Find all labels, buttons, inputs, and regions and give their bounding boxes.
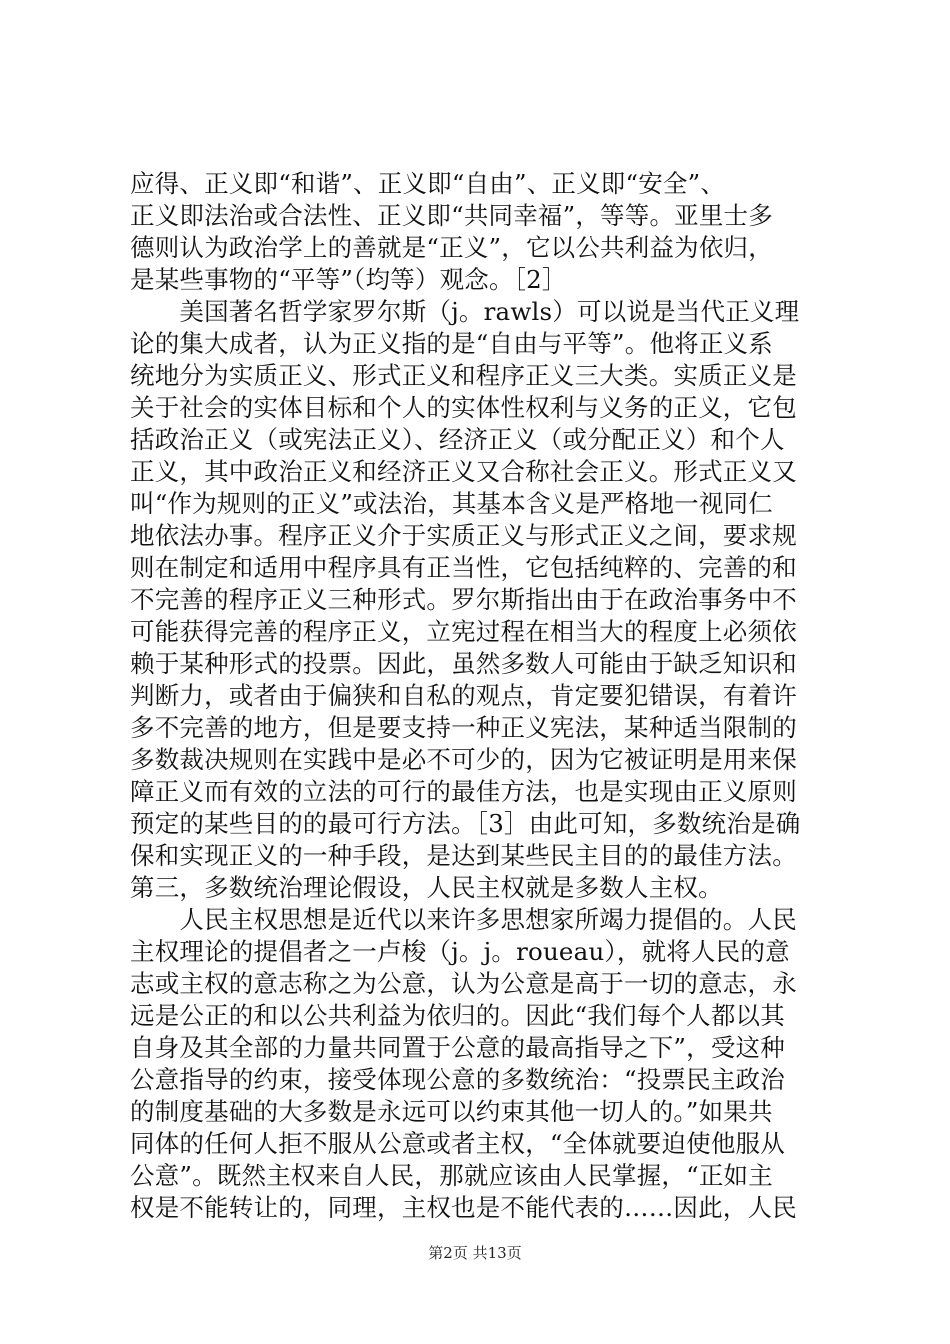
- text-line: 自身及其全部的力量共同置于公意的最高指导之下”，受这种: [130, 1033, 785, 1062]
- text-line: 多不完善的地方，但是要支持一种正义宪法，某种适当限制的: [130, 713, 797, 742]
- text-line: 障正义而有效的立法的可行的最佳方法，也是实现由正义原则: [130, 777, 797, 806]
- text-line: 则在制定和适用中程序具有正当性，它包括纯粹的、完善的和: [130, 553, 797, 582]
- page-footer: [0, 1243, 950, 1263]
- text-line: 地依法办事。程序正义介于实质正义与形式正义之间，要求规: [130, 521, 797, 550]
- text-line: 正义，其中政治正义和经济正义又合称社会正义。形式正义又: [130, 457, 797, 486]
- text-line: 括政治正义（或宪法正义）、经济正义（或分配正义）和个人: [130, 425, 785, 454]
- text-line: 人民主权思想是近代以来许多思想家所竭力提倡的。人民: [130, 905, 797, 934]
- text-line: 赖于某种形式的投票。因此，虽然多数人可能由于缺乏知识和: [130, 649, 797, 678]
- text-line: 正义即法治或合法性、正义即“共同幸福”，等等。亚里士多: [130, 201, 773, 230]
- text-line: 公意指导的约束，接受体现公意的多数统治：“投票民主政治: [130, 1065, 785, 1094]
- page-number-label: 第2页 共13页: [428, 1244, 522, 1262]
- text-line: 统地分为实质正义、形式正义和程序正义三大类。实质正义是: [130, 361, 797, 390]
- text-line: 同体的任何人拒不服从公意或者主权，“全体就要迫使他服从: [130, 1129, 785, 1158]
- text-line: 关于社会的实体目标和个人的实体性权利与义务的正义，它包: [130, 393, 797, 422]
- text-line: 第三，多数统治理论假设，人民主权就是多数人主权。: [130, 873, 723, 902]
- text-line: 预定的某些目的的最可行方法。［3］由此可知，多数统治是确: [130, 809, 801, 838]
- text-line: 判断力，或者由于偏狭和自私的观点，肯定要犯错误，有着许: [130, 681, 797, 710]
- text-line: 是某些事物的“平等”（均等）观念。［2］: [130, 265, 567, 294]
- text-line: 志或主权的意志称之为公意，认为公意是高于一切的意志，永: [130, 969, 797, 998]
- text-line: 公意”。既然主权来自人民，那就应该由人民掌握，“正如主: [130, 1161, 773, 1190]
- text-line: 的制度基础的大多数是永远可以约束其他一切人的。”如果共: [130, 1097, 773, 1126]
- text-line: 主权理论的提倡者之一卢梭（j。j。roueau），就将人民的意: [130, 937, 790, 966]
- text-line: 论的集大成者，认为正义指的是“自由与平等”。他将正义系: [130, 329, 773, 358]
- text-line: 远是公正的和以公共利益为依归的。因此“我们每个人都以其: [130, 1001, 785, 1030]
- text-line: 应得、正义即“和谐”、正义即“自由”、正义即“安全”、: [130, 169, 726, 198]
- text-line: 不完善的程序正义三种形式。罗尔斯指出由于在政治事务中不: [130, 585, 797, 614]
- text-line: 叫“作为规则的正义”或法治，其基本含义是严格地一视同仁: [130, 489, 773, 518]
- body-text: [130, 168, 830, 1224]
- text-line: 权是不能转让的，同理，主权也是不能代表的……因此，人民: [130, 1193, 797, 1222]
- text-line: 德则认为政治学上的善就是“正义”，它以公共利益为依归，: [130, 233, 773, 262]
- text-line: 可能获得完善的程序正义，立宪过程在相当大的程度上必须依: [130, 617, 797, 646]
- text-line: 保和实现正义的一种手段，是达到某些民主目的的最佳方法。: [130, 841, 797, 870]
- text-line: 多数裁决规则在实践中是必不可少的，因为它被证明是用来保: [130, 745, 797, 774]
- text-line: 美国著名哲学家罗尔斯（j。rawls）可以说是当代正义理: [130, 297, 800, 326]
